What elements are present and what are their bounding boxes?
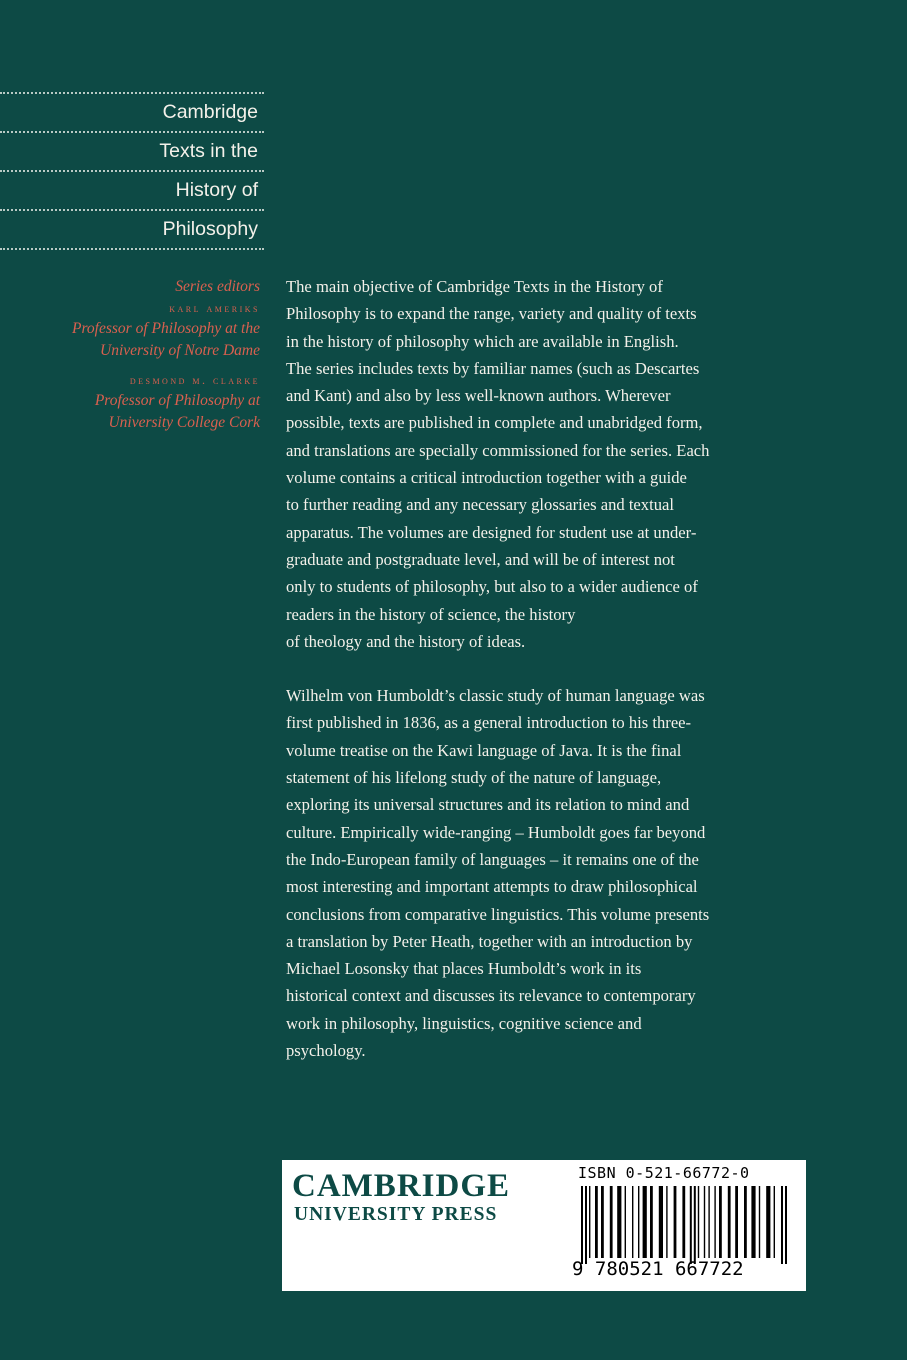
editor-affiliation: Professor of Philosophy at <box>94 392 260 409</box>
text-line: readers in the history of science, the history <box>286 604 576 624</box>
barcode-bar <box>589 1186 590 1258</box>
publisher-logo <box>292 1168 562 1226</box>
barcode-bar <box>719 1186 722 1258</box>
barcode-bar <box>659 1186 663 1258</box>
barcode-icon <box>579 1186 801 1264</box>
text-line: Michael Losonsky that places Humboldt’s work in its <box>286 959 642 979</box>
barcode-bar <box>617 1186 621 1258</box>
text-line: Wilhelm von Humboldt’s classic study of human language was <box>286 686 705 706</box>
text-line: historical context and discusses its relevance to contemporary <box>286 986 696 1006</box>
text-line: conclusions from comparative linguistics. This volume presents <box>286 904 710 924</box>
series-title-line: Cambridge <box>162 101 258 123</box>
text-line: statement of his lifelong study of the nature of language, <box>286 768 662 788</box>
barcode-bar <box>610 1186 613 1258</box>
barcode-bar <box>698 1186 699 1258</box>
text-line: possible, texts are published in complete and unabridged form, <box>286 413 703 433</box>
barcode-bar <box>595 1186 598 1258</box>
text-line: only to students of philosophy, but also to a wider audience of <box>286 577 698 597</box>
text-line: psychology. <box>286 1041 366 1061</box>
text-line: work in philosophy, linguistics, cognitive science and <box>286 1013 642 1033</box>
barcode-bar <box>704 1186 705 1258</box>
series-title-line: Texts in the <box>159 140 258 162</box>
ean-number: 9 780521 667722 <box>572 1258 744 1280</box>
book-description <box>286 682 786 1064</box>
barcode-bar <box>728 1186 731 1258</box>
barcode-bar <box>735 1186 738 1258</box>
series-description <box>286 273 786 655</box>
text-line: graduate and postgraduate level, and will be of interest not <box>286 549 675 569</box>
barcode-bar <box>643 1186 647 1258</box>
series-title-block <box>0 92 264 250</box>
divider <box>0 248 264 250</box>
barcode-bar <box>581 1186 583 1264</box>
editor-affiliation: University of Notre Dame <box>100 342 260 359</box>
text-line: of theology and the history of ideas. <box>286 631 526 651</box>
barcode-bar <box>714 1186 715 1258</box>
barcode-bar <box>759 1186 760 1258</box>
text-line: the Indo-European family of languages – it remains one of the <box>286 849 699 869</box>
text-line: most interesting and important attempts to draw philosophical <box>286 877 698 897</box>
text-line: first published in 1836, as a general introduction to his three- <box>286 713 692 733</box>
text-line: volume treatise on the Kawi language of Java. It is the final <box>286 740 682 760</box>
barcode-bar <box>666 1186 667 1258</box>
barcode-bar <box>781 1186 783 1264</box>
text-line: a translation by Peter Heath, together with an introduction by <box>286 931 693 951</box>
barcode-bar <box>682 1186 685 1258</box>
isbn-label: ISBN 0-521-66772-0 <box>578 1164 750 1182</box>
barcode-bar <box>650 1186 653 1258</box>
barcode-bar <box>694 1186 696 1264</box>
barcode-bar <box>632 1186 633 1258</box>
barcode-bar <box>690 1186 692 1264</box>
barcode-bar <box>708 1186 709 1258</box>
editor-name: karl ameriks <box>169 301 260 315</box>
text-line: exploring its universal structures and its relation to mind and <box>286 795 690 815</box>
text-line: The series includes texts by familiar names (such as Descartes <box>286 358 700 378</box>
barcode-bar <box>638 1186 639 1258</box>
text-line: The main objective of Cambridge Texts in the History of <box>286 277 663 296</box>
publisher-name: CAMBRIDGE <box>292 1168 511 1204</box>
text-line: culture. Empirically wide-ranging – Humboldt goes far beyond <box>286 822 706 842</box>
barcode-bar <box>785 1186 787 1264</box>
editor-name: desmond m. clarke <box>129 373 260 387</box>
editor-affiliation: Professor of Philosophy at the <box>72 320 260 337</box>
back-cover-footer <box>282 1160 806 1291</box>
text-line: to further reading and any necessary glossaries and textual <box>286 495 674 515</box>
barcode-bar <box>751 1186 755 1258</box>
barcode-bar <box>585 1186 587 1264</box>
barcode-bar <box>625 1186 626 1258</box>
series-editors <box>0 276 260 434</box>
description-text <box>286 273 786 1064</box>
text-line: and Kant) and also by less well-known authors. Wherever <box>286 386 671 406</box>
text-line: Philosophy is to expand the range, variety and quality of texts <box>286 304 697 324</box>
text-line: volume contains a critical introduction together with a guide <box>286 468 687 488</box>
text-line: in the history of philosophy which are available in English. <box>286 331 679 351</box>
text-line: apparatus. The volumes are designed for student use at under- <box>286 522 697 542</box>
barcode-bar <box>744 1186 747 1258</box>
publisher-subtitle: UNIVERSITY PRESS <box>294 1204 498 1225</box>
barcode <box>579 1186 801 1264</box>
barcode-bar <box>766 1186 770 1258</box>
editor-affiliation: University College Cork <box>108 414 260 431</box>
series-editors-label: Series editors <box>175 278 260 295</box>
barcode-bar <box>674 1186 677 1258</box>
series-title-line: History of <box>175 179 258 201</box>
barcode-bar <box>774 1186 775 1258</box>
barcode-bar <box>601 1186 604 1258</box>
series-title-line: Philosophy <box>162 218 258 240</box>
text-line: and translations are specially commissioned for the series. Each <box>286 440 710 460</box>
